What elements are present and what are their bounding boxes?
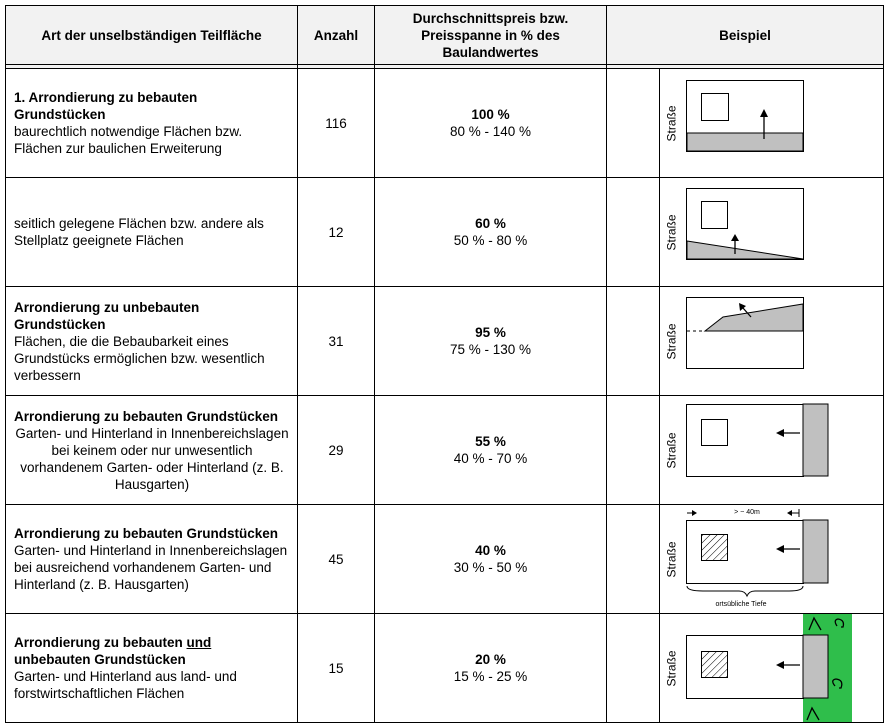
row-text: Garten- und Hinterland aus land- und forstwirtschaftlichen Flächen (14, 669, 237, 701)
street-label: Straße (664, 540, 679, 578)
row-range: 15 % - 25 % (453, 669, 528, 684)
street-label: Straße (664, 213, 679, 251)
row-price (375, 396, 607, 505)
row-example (607, 69, 884, 178)
row-range: 30 % - 50 % (453, 560, 528, 575)
example-diagram-wedge (683, 178, 883, 286)
row-price (375, 287, 607, 396)
table-row (6, 287, 884, 396)
header-example: Beispiel (607, 6, 884, 65)
row-text: baurechtlich notwendige Flächen bzw. Flächen zur baulichen Erweiterung (14, 124, 243, 156)
row-price (375, 505, 607, 614)
row-range: 40 % - 70 % (453, 451, 528, 466)
row-description (6, 396, 298, 505)
row-example (607, 178, 884, 287)
row-description (6, 287, 298, 396)
table-row (6, 396, 884, 505)
example-diagram-depth (683, 505, 883, 613)
row-range: 80 % - 140 % (449, 124, 532, 139)
row-count: 12 (298, 178, 375, 287)
row-count: 29 (298, 396, 375, 505)
row-count: 45 (298, 505, 375, 614)
row-description (6, 614, 298, 723)
table-row (6, 614, 884, 723)
row-average: 95 % (475, 325, 506, 340)
distance-label: > ~ 40m (734, 509, 760, 516)
table-row (6, 505, 884, 614)
row-text: Flächen, die die Bebaubarkeit eines Grundstücks ermöglichen bzw. wesentlich verbessern (14, 333, 265, 383)
example-diagram-right-strip (683, 396, 883, 504)
row-example (607, 505, 884, 614)
row-text: Garten- und Hinterland in Innenbereichslagen bei keinem oder nur unwesentlich vorhandenem Garten- oder Hinterland (z. B. Hausgarten) (15, 425, 289, 492)
row-price (375, 69, 607, 178)
table-row (6, 69, 884, 178)
row-count: 15 (298, 614, 375, 723)
row-title: Arrondierung zu bebauten Grundstücken (14, 526, 279, 541)
example-diagram-back-strip (683, 69, 883, 177)
row-title: Arrondierung zu bebauten und unbebauten Grundstücken (14, 635, 212, 667)
table-row (6, 178, 884, 287)
header-price: Durchschnittspreis bzw. Preisspanne in % des Baulandwertes (375, 6, 607, 65)
row-count: 116 (298, 69, 375, 178)
street-label: Straße (664, 322, 679, 360)
header-row (6, 6, 884, 65)
row-average: 20 % (475, 652, 506, 667)
row-description (6, 505, 298, 614)
row-price (375, 178, 607, 287)
example-diagram-slope (683, 287, 883, 395)
row-example (607, 614, 884, 723)
row-average: 40 % (475, 543, 506, 558)
row-text: seitlich gelegene Flächen bzw. andere als Stellplatz geeignete Flächen (14, 216, 264, 248)
row-title: 1. Arrondierung zu bebauten Grundstücken (14, 90, 198, 122)
street-label: Straße (664, 431, 679, 469)
row-example (607, 396, 884, 505)
row-average: 100 % (471, 107, 510, 122)
depth-label: ortsübliche Tiefe (715, 601, 767, 608)
row-average: 60 % (475, 216, 506, 231)
street-label: Straße (664, 104, 679, 142)
header-count: Anzahl (298, 6, 375, 65)
header-type: Art der unselbständigen Teilfläche (6, 6, 298, 65)
row-example (607, 287, 884, 396)
row-price (375, 614, 607, 723)
price-table (5, 5, 884, 723)
row-title: Arrondierung zu bebauten Grundstücken (14, 408, 279, 424)
street-label: Straße (664, 649, 679, 687)
row-range: 50 % - 80 % (453, 233, 528, 248)
row-description (6, 69, 298, 178)
example-diagram-rural (683, 614, 883, 722)
row-description (6, 178, 298, 287)
row-count: 31 (298, 287, 375, 396)
row-title: Arrondierung zu unbebauten Grundstücken (14, 299, 200, 332)
row-average: 55 % (475, 434, 506, 449)
row-text: Garten- und Hinterland in Innenbereichslagen bei ausreichend vorhandenem Garten- und Hinterland (z. B. Hausgarten) (14, 543, 288, 592)
row-range: 75 % - 130 % (449, 342, 532, 357)
